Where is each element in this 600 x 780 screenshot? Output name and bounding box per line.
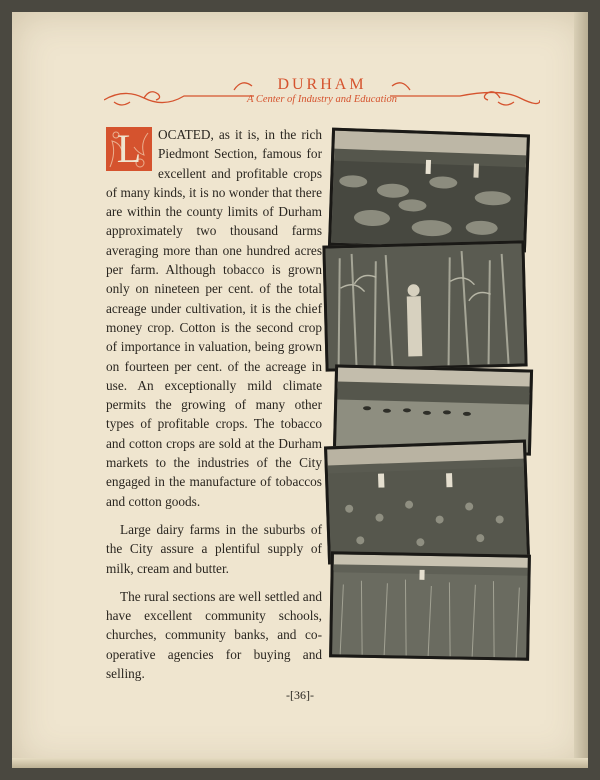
page-bottom-edge: [12, 758, 588, 768]
photo-corn-field: [322, 240, 527, 371]
drop-cap-letter: L: [116, 126, 142, 171]
photo-collage: [324, 125, 532, 665]
paragraph-1-text: OCATED, as it is, in the rich Piedmont Section, famous for excellent and profitable crops of many kinds, it is no wonder that there are within the county limits of Durham approximately two thousand farms averaging more than one hundred acres per farm. Although tobacco is grown only on nineteen per cent. of the total acreage under cultivation, it is the chief money crop. Cotton is the second crop of importance in valuation, being grown on fourteen per cent. of the acreage in use. An exceptionally mild climate permits the growing of many other types of profitable crops. The tobacco and cotton crops are sold at the Durham markets to the industries of the City engaged in the manufacture of tobaccos and cotton goods.: [106, 127, 322, 509]
page-header: [104, 70, 540, 118]
paragraph-1: [106, 125, 322, 511]
booklet-page: [12, 12, 588, 768]
photo-corn-field-image: [325, 243, 524, 368]
photo-grain-field-image: [332, 554, 528, 657]
photo-tobacco-field: [328, 128, 530, 253]
paragraph-2: Large dairy farms in the suburbs of the City assure a plentiful supply of milk, cream and butter.: [106, 521, 322, 576]
paragraph-3: The rural sections are well settled and have excellent community schools, churches, community banks, and co-operative agencies for buying and selling.: [106, 588, 322, 682]
header-subtitle: A Center of Industry and Education: [247, 94, 397, 105]
photo-cotton-field-image: [327, 443, 527, 562]
page-number: -[36]-: [286, 688, 314, 702]
photo-tobacco-field-image: [331, 131, 527, 250]
page-spine-edge: [574, 12, 588, 768]
header-title: DURHAM: [277, 76, 367, 93]
body-text-column: [106, 125, 322, 692]
drop-cap: [106, 127, 152, 171]
photo-grain-field: [329, 551, 531, 660]
photo-cotton-field: [324, 440, 530, 565]
